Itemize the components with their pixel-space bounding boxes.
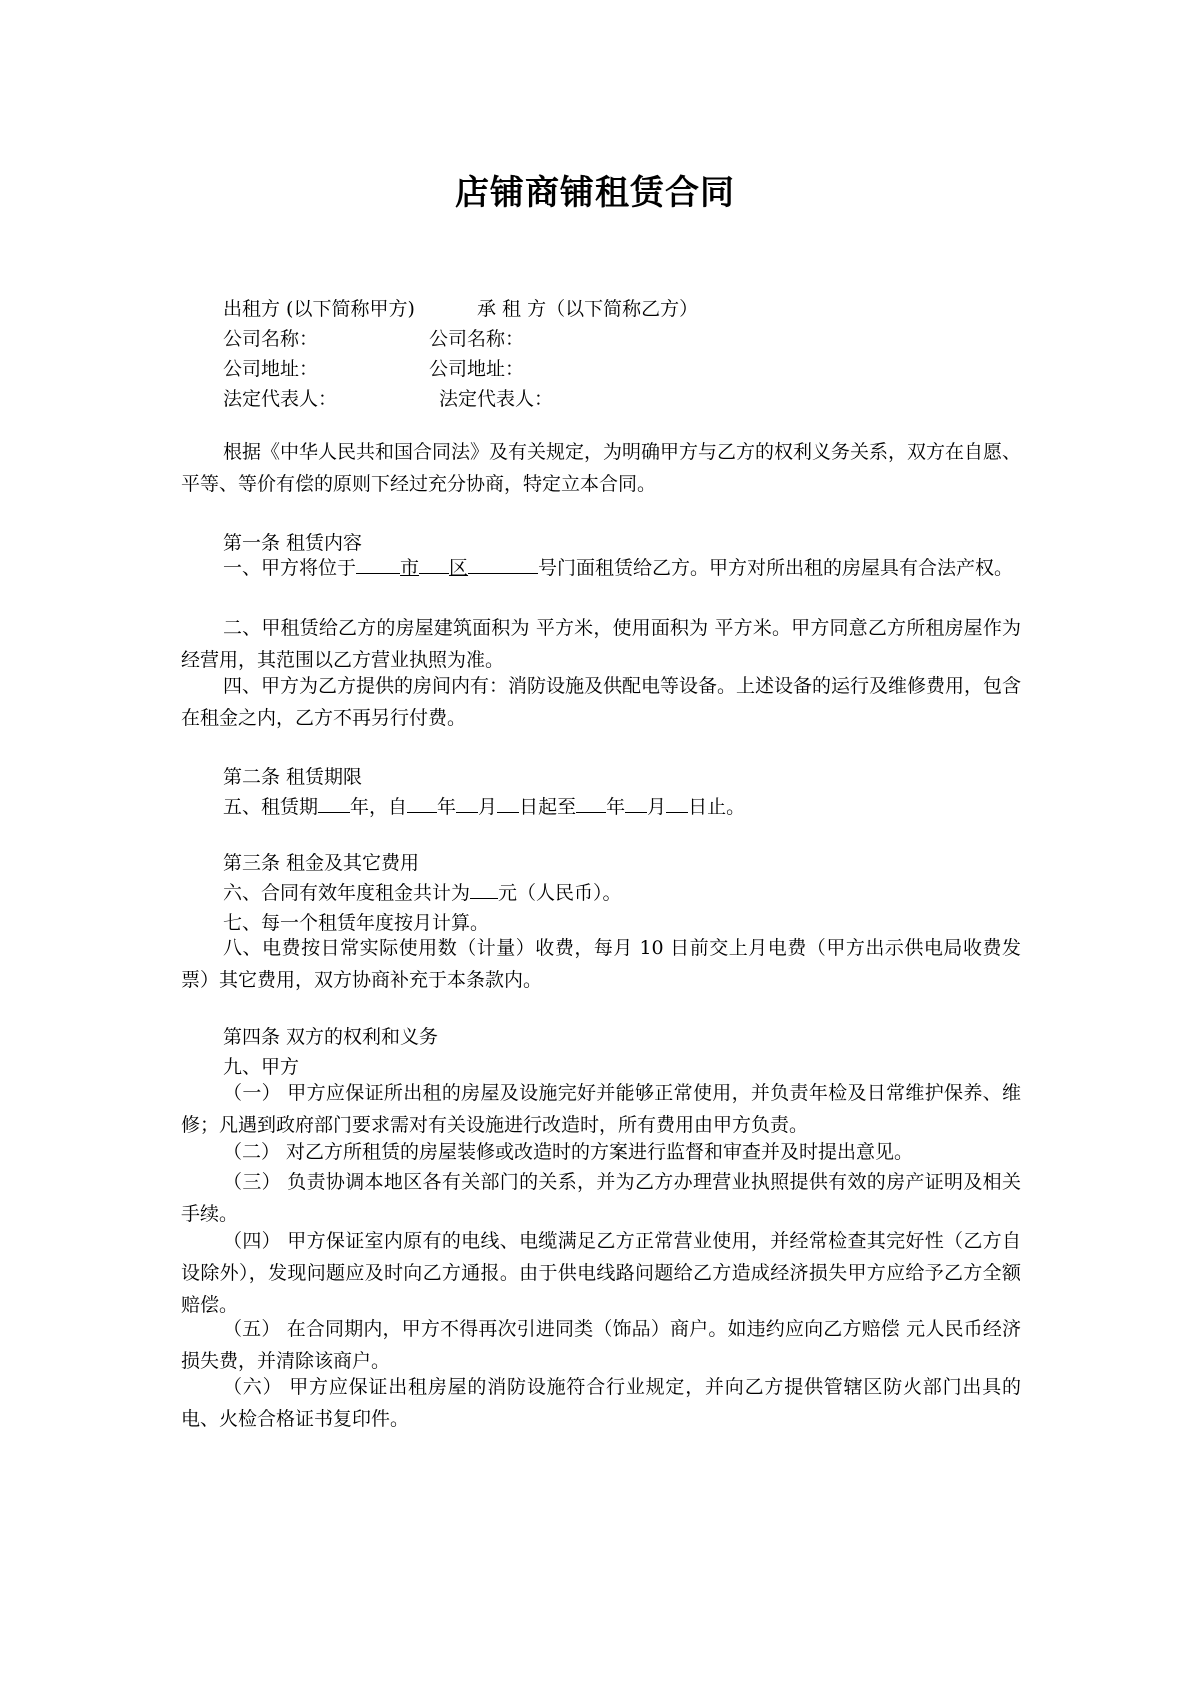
lessor-address: 公司地址： [223,358,319,380]
lessee-representative: 法定代表人： [439,388,554,410]
blank-field [576,794,606,813]
item1-city: 市 [400,557,420,579]
article-4-item-9: 九、甲方 [223,1056,300,1078]
blank-field [356,555,400,574]
blank-field [407,794,437,813]
article-3-item-6 [223,878,1063,905]
lessor-company: 公司名称： [223,328,319,350]
article-4-heading: 第四条 双方的权利和义务 [223,1026,439,1048]
text: 日起至 [519,796,577,818]
lessee-heading: 承 租 方（以下简称乙方） [477,298,699,320]
text: 日止。 [688,796,746,818]
article-1-item-1 [181,552,1021,584]
blank-field [456,794,478,813]
clause-5: （五） 在合同期内，甲方不得再次引进同类（饰品）商户。如违约应向乙方赔偿 元人民币经济损失费，并清除该商户。 [181,1318,1021,1372]
text: 六、合同有效年度租金共计为 [223,882,471,904]
text: 年 [606,796,626,818]
item1-prefix: 一、甲方将位于 [223,557,357,579]
text: 月 [647,796,667,818]
lessee-company: 公司名称： [429,328,525,350]
text: 年，自 [350,796,408,818]
lessor-heading: 出租方 (以下简称甲方) [223,298,415,320]
blank-field [666,794,688,813]
article-1-item-2: 二、甲租赁给乙方的房屋建筑面积为 平方米，使用面积为 平方米。甲方同意乙方所租房屋作为经营用，其范围以乙方营业执照为准。 [181,617,1021,671]
clause-6: （六） 甲方应保证出租房屋的消防设施符合行业规定，并向乙方提供管辖区防火部门出具的电、火检合格证书复印件。 [181,1376,1021,1430]
clause-1: （一） 甲方应保证所出租的房屋及设施完好并能够正常使用，并负责年检及日常维护保养、维修；凡遇到政府部门要求需对有关设施进行改造时，所有费用由甲方负责。 [181,1082,1021,1136]
article-2-heading: 第二条 租赁期限 [223,766,363,788]
text: 年 [437,796,457,818]
clause-2: （二） 对乙方所租赁的房屋装修或改造时的方案进行监督和审查并及时提出意见。 [223,1141,914,1163]
blank-field [419,555,449,574]
text: 月 [478,796,498,818]
article-1-item-4: 四、甲方为乙方提供的房间内有：消防设施及供配电等设备。上述设备的运行及维修费用，包含在租金之内，乙方不再另行付费。 [181,675,1022,729]
blank-field [497,794,519,813]
blank-field [318,794,350,813]
lessee-address: 公司地址： [429,358,525,380]
article-2-item-5 [223,792,1063,819]
article-1-heading: 第一条 租赁内容 [223,532,363,554]
blank-field [468,555,538,574]
article-3-item-8: 八、电费按日常实际使用数（计量）收费，每月 10 日前交上月电费（甲方出示供电局收费发票）其它费用，双方协商补充于本条款内。 [181,937,1021,991]
lessor-representative: 法定代表人： [223,388,338,410]
text: 五、租赁期 [223,796,319,818]
clause-3: （三） 负责协调本地区各有关部门的关系，并为乙方办理营业执照提供有效的房产证明及相关手续。 [181,1171,1021,1225]
blank-field [625,794,647,813]
page-title: 店铺商铺租赁合同 [455,173,735,213]
item1-district: 区 [449,557,469,579]
blank-field [470,880,498,899]
text: 元（人民币）。 [498,882,622,904]
clause-4: （四） 甲方保证室内原有的电线、电缆满足乙方正常营业使用，并经常检查其完好性（乙方自设除外），发现问题应及时向乙方通报。由于供电线路问题给乙方造成经济损失甲方应给予乙方全额赔偿。 [181,1230,1021,1316]
item1-suffix: 号门面租赁给乙方。甲方对所出租的房屋具有合法产权。 [538,557,1014,579]
intro-paragraph: 根据《中华人民共和国合同法》及有关规定，为明确甲方与乙方的权利义务关系，双方在自愿、平等、等价有偿的原则下经过充分协商，特定立本合同。 [181,441,1022,495]
article-3-heading: 第三条 租金及其它费用 [223,852,420,874]
article-3-item-7: 七、每一个租赁年度按月计算。 [223,912,490,934]
